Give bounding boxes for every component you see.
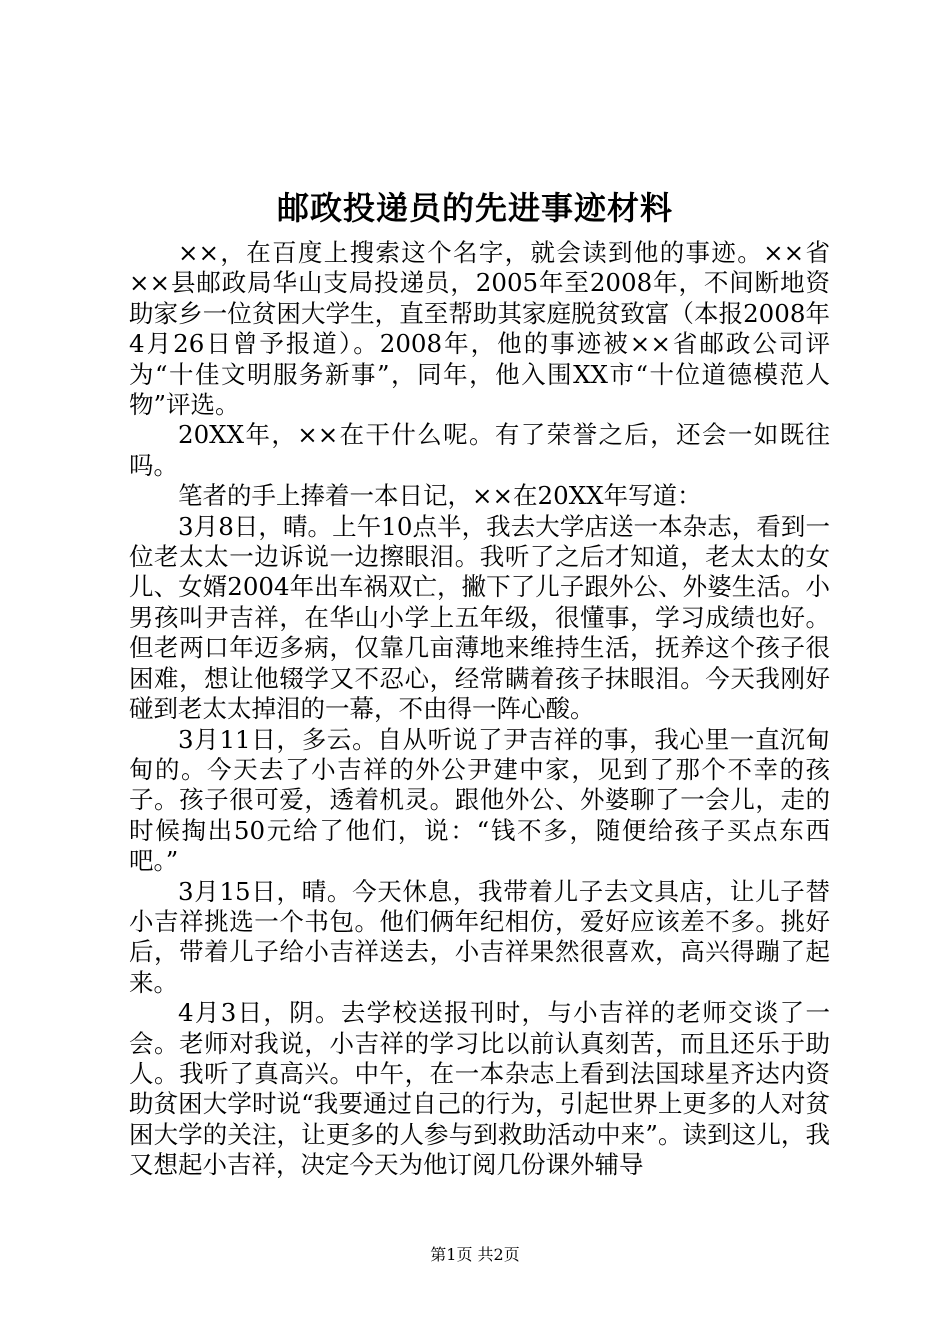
paragraph: ××，在百度上搜索这个名字，就会读到他的事迹。××省××县邮政局华山支局投递员，2005年至2008年，不间断地资助家乡一位贫困大学生，直至帮助其家庭脱贫致富（本报2008年4月26日曾予报道）。2008年，他的事迹被××省邮政公司评为“十佳文明服务新事”，同年，他入围XX市“十位道德模范人物”评选。 — [129, 238, 830, 420]
article-body — [129, 238, 830, 1181]
page-number-footer: 第1页 共2页 — [430, 1245, 520, 1264]
paragraph: 笔者的手上捧着一本日记，××在20XX年写道： — [178, 481, 702, 511]
paragraph: 3月11日，多云。自从听说了尹吉祥的事，我心里一直沉甸甸的。今天去了小吉祥的外公尹建中家，见到了那个不幸的孩子。孩子很可爱，透着机灵。跟他外公、外婆聊了一会儿，走的时候掏出50元给了他们，说：“钱不多，随便给孩子买点东西吧。” — [129, 724, 830, 876]
paragraph: 20XX年，××在干什么呢。有了荣誉之后，还会一如既往吗。 — [129, 420, 830, 480]
paragraph: 4月3日，阴。去学校送报刊时，与小吉祥的老师交谈了一会。老师对我说，小吉祥的学习比以前认真刻苦，而且还乐于助人。我听了真高兴。中午，在一本杂志上看到法国球星齐达内资助贫困大学时说“我要通过自己的行为，引起世界上更多的人对贫困大学的关注，让更多的人参与到救助活动中来”。读到这儿，我又想起小吉祥，决定今天为他订阅几份课外辅导 — [129, 998, 830, 1180]
page-title: 邮政投递员的先进事迹材料 — [276, 189, 673, 227]
paragraph: 3月8日，晴。上午10点半，我去大学店送一本杂志，看到一位老太太一边诉说一边擦眼泪。我听了之后才知道，老太太的女儿、女婿2004年出车祸双亡，撇下了儿子跟外公、外婆生活。小男孩叫尹吉祥，在华山小学上五年级，很懂事，学习成绩也好。但老两口年迈多病，仅靠几亩薄地来维持生活，抚养这个孩子很困难，想让他辍学又不忍心，经常瞒着孩子抹眼泪。今天我刚好碰到老太太掉泪的一幕，不由得一阵心酸。 — [129, 511, 830, 724]
paragraph: 3月15日，晴。今天休息，我带着儿子去文具店，让儿子替小吉祥挑选一个书包。他们俩年纪相仿，爱好应该差不多。挑好后，带着儿子给小吉祥送去，小吉祥果然很喜欢，高兴得蹦了起来。 — [129, 876, 830, 997]
